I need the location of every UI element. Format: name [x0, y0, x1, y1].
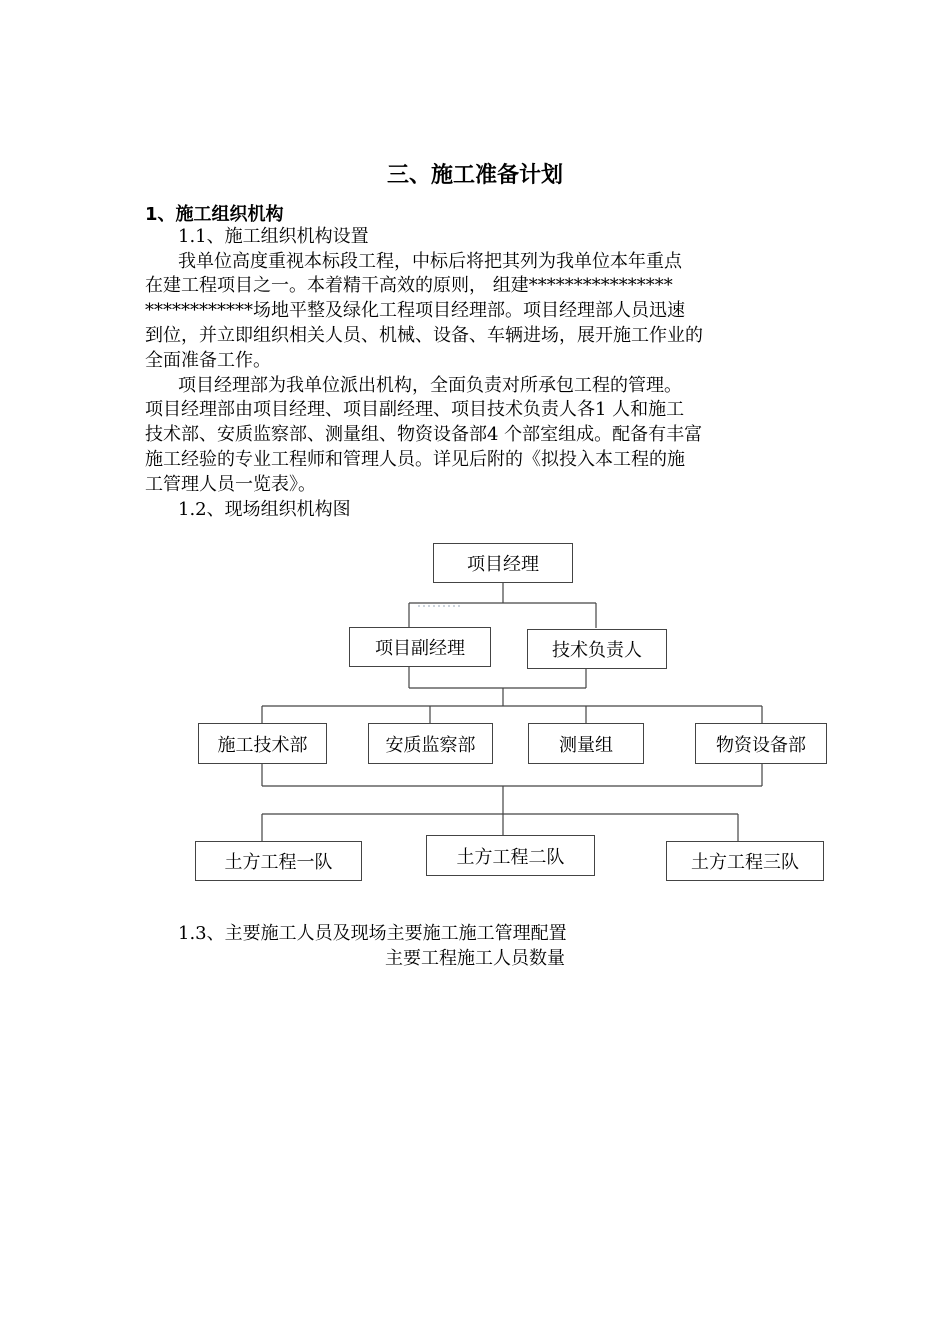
paragraph-line: 我单位高度重视本标段工程，中标后将把其列为我单位本年重点 — [178, 251, 682, 272]
org-box-survey-group: 测量组 — [528, 723, 644, 764]
paragraph-line: ************场地平整及绿化工程项目经理部。项目经理部人员迅速 — [145, 300, 685, 321]
subsection-heading: 1.3、主要施工人员及现场主要施工施工管理配置 — [178, 923, 567, 944]
page-title: 三、施工准备计划 — [386, 163, 563, 188]
table-caption: 主要工程施工人员数量 — [385, 948, 565, 969]
paragraph-line: 全面准备工作。 — [145, 350, 271, 371]
org-box-technical-lead: 技术负责人 — [527, 629, 667, 669]
org-box-materials-equipment-dept: 物资设备部 — [695, 723, 827, 764]
paragraph-line: 在建工程项目之一。本着精干高效的原则， 组建**************** — [145, 275, 673, 296]
paragraph-line: 工管理人员一览表》。 — [145, 474, 316, 495]
paragraph-line: 技术部、安质监察部、测量组、物资设备部4 个部室组成。配备有丰富 — [145, 424, 703, 445]
section-heading: 1、施工组织机构 — [145, 204, 284, 225]
org-box-earthwork-team-3: 土方工程三队 — [666, 841, 824, 881]
paragraph-line: 到位，并立即组织相关人员、机械、设备、车辆进场，展开施工作业的 — [145, 325, 703, 346]
paragraph-line: 项目经理部由项目经理、项目副经理、项目技术负责人各1 人和施工 — [145, 399, 685, 420]
subsection-heading: 1.2、现场组织机构图 — [178, 499, 351, 520]
org-box-earthwork-team-1: 土方工程一队 — [195, 841, 362, 881]
paragraph-line: 项目经理部为我单位派出机构，全面负责对所承包工程的管理。 — [178, 375, 682, 396]
org-box-construction-tech-dept: 施工技术部 — [198, 723, 327, 764]
subsection-heading: 1.1、施工组织机构设置 — [178, 226, 369, 247]
org-box-project-manager: 项目经理 — [433, 543, 573, 583]
org-box-earthwork-team-2: 土方工程二队 — [426, 835, 595, 876]
org-box-deputy-manager: 项目副经理 — [349, 627, 491, 667]
paragraph-line: 施工经验的专业工程师和管理人员。详见后附的《拟投入本工程的施 — [145, 449, 685, 470]
org-box-safety-quality-dept: 安质监察部 — [368, 723, 493, 764]
